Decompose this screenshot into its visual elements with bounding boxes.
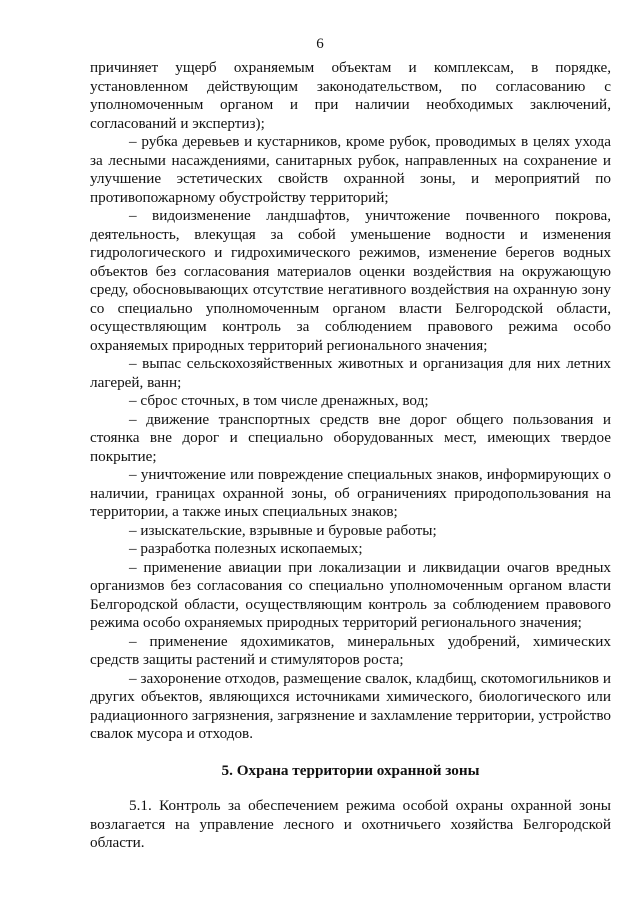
list-item-waste-disposal: – захоронение отходов, размещение свалок, кладбищ, скотомогильников и других объектов, являющихся источниками химического, биологического или радиационного загрязнения, загрязнение и захламление территории, устройство свалок мусора и отходов. [90,669,611,742]
list-item-vehicle-movement: – движение транспортных средств вне дорог общего пользования и стоянка вне дорог и специально оборудованных мест, имеющих твердое покрытие; [90,410,611,465]
document-body [90,59,611,853]
list-item-mining: – разработка полезных ископаемых; [129,540,363,557]
list-item-tree-felling: – рубка деревьев и кустарников, кроме рубок, проводимых в целях ухода за лесными насаждениями, санитарных рубок, направленных на сохранение и улучшение эстетических свойств охранной зоны, и мероприятий по противопожарному обустройству территорий; [90,133,611,206]
list-item-pesticides: – применение ядохимикатов, минеральных удобрений, химических средств защиты растений и стимуляторов роста; [90,632,611,668]
list-item-wastewater-discharge: – сброс сточных, в том числе дренажных, вод; [129,392,429,409]
list-item-aviation: – применение авиации при локализации и ликвидации очагов вредных организмов без согласования со специально уполномоченным органом власти Белгородской области, осуществляющим контроль за соблюдением правового режима особо охраняемых природных территорий регионального значения; [90,558,611,631]
list-item-landscape-change: – видоизменение ландшафтов, уничтожение почвенного покрова, деятельность, влекущая за собой уменьшение водности и изменения гидрологического и гидрохимического режимов, изменение берегов водных объектов без согласования материалов оценки воздействия на окружающую среду, обосновывающих отсутствие негативного воздействия на охранную зону со специально уполномоченным органом власти Белгородской области, осуществляющим контроль за соблюдением правового режима особо охраняемых природных территорий регионального значения; [90,207,611,354]
section-paragraph: 5.1. Контроль за обеспечением режима особой охраны охранной зоны возлагается на управление лесного и охотничьего хозяйства Белгородской области. [90,797,611,851]
list-item-survey-works: – изыскательские, взрывные и буровые работы; [129,521,437,539]
paragraph-continuation: причиняет ущерб охраняемым объектам и комплексам, в порядке, установленном действующим законодательством, по согласованию с уполномоченным органом и при наличии необходимых заключений, согласований и экспертиз); [90,59,611,132]
list-item-sign-damage: – уничтожение или повреждение специальных знаков, информирующих о наличии, границах охранной зоны, об ограничениях природопользования на территории, а также иных специальных знаков; [90,466,611,520]
section-heading: 5. Охрана территории охранной зоны [221,761,480,779]
list-item-livestock-grazing: – выпас сельскохозяйственных животных и организация для них летних лагерей, ванн; [90,355,611,391]
page-number: 6 [316,36,324,52]
